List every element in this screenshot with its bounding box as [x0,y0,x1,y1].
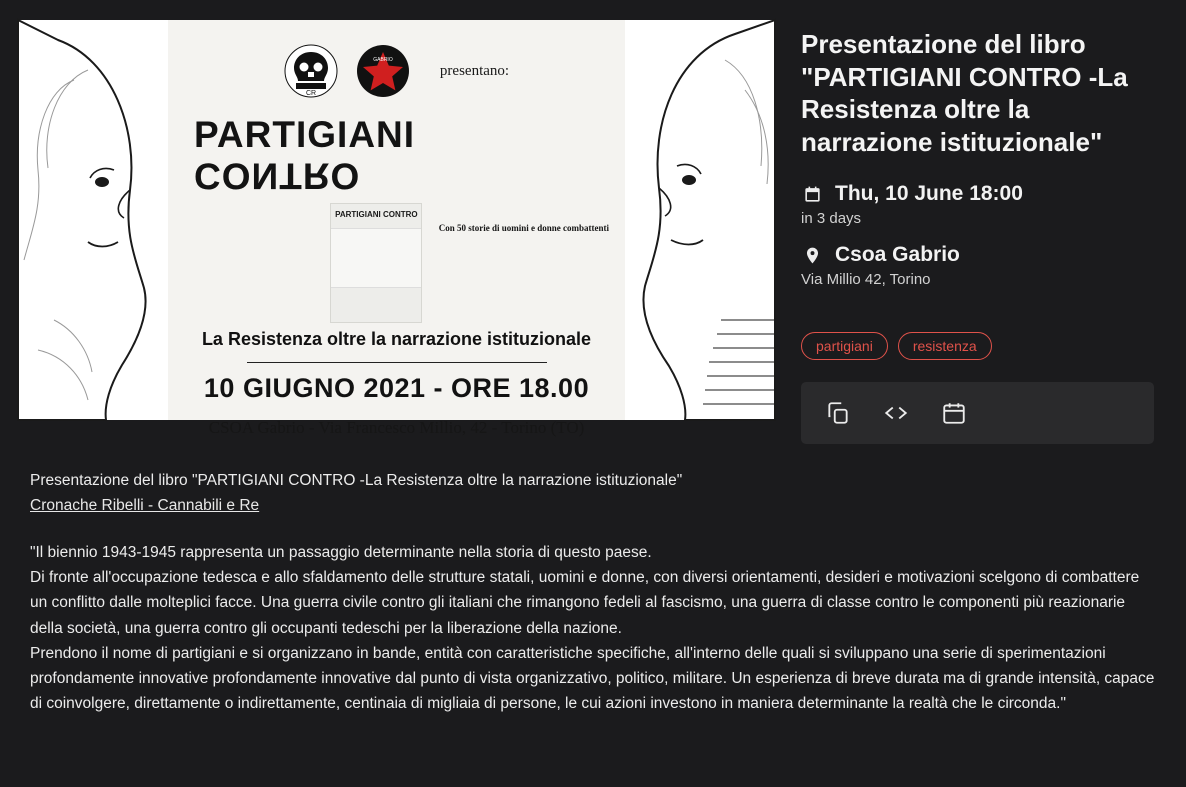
event-date-text: Thu, 10 June 18:00 [835,182,1023,205]
poster-main-title [168,114,625,197]
tag-resistenza[interactable]: resistenza [898,332,992,360]
event-venue-name[interactable]: Csoa Gabrio [835,243,960,266]
source-link[interactable]: Cronache Ribelli - Cannabili e Re [30,497,260,515]
event-header [0,20,1186,444]
event-tags [801,332,1168,360]
event-description [0,444,1186,716]
event-poster-image[interactable] [18,20,775,437]
description-paragraph-2: Di fronte all'occupazione tedesca e allo sfaldamento delle strutture statali, uomini e donne, con diversi orientamenti, desideri e motivazioni scelgono di combattere un conflitto dalle molteplici facce. Una guerra civile contro gli italiani che rimangono fedeli al fascismo, una guerra di classe contro le componenti più reazionarie della società, una guerra contro gli occupanti tedeschi per la liberazione della nazione. [30,569,1140,637]
tag-partigiani[interactable]: partigiani [801,332,888,360]
poster-venue: CSOA Gabrio - Via Francesco Millio, 42 - Torino (TO) [208,417,585,437]
event-info-panel [801,20,1168,444]
copy-icon[interactable] [823,398,853,428]
embed-code-icon[interactable] [881,398,911,428]
poster-face-right-illustration [625,20,775,420]
poster-title-line1: PARTIGIANI [194,114,416,155]
poster-book-cover-thumbnail [330,203,422,323]
poster-presenting-label: presentano: [439,62,510,79]
poster-logos [168,42,625,100]
event-relative-time: in 3 days [801,210,862,227]
calendar-icon [801,183,823,205]
add-to-calendar-icon[interactable] [939,398,969,428]
event-date-row [801,182,1168,206]
location-pin-icon [801,244,823,266]
poster-date: 10 GIUGNO 2021 - ORE 18.00 [203,372,590,403]
description-line-1: Presentazione del libro "PARTIGIANI CONTRO -La Resistenza oltre la narrazione istituzionale" [30,472,683,489]
svg-text:CR: CR [305,90,316,97]
description-paragraph-1: "Il biennio 1943-1945 rappresenta un passaggio determinante nella storia di questo paese. [30,544,652,562]
poster-canvas [18,20,775,437]
event-address: Via Millio 42, Torino [801,271,931,288]
poster-center-content [168,20,625,437]
poster-subtitle: La Resistenza oltre la narrazione istituzionale [201,328,592,349]
poster-face-left-illustration [18,20,168,420]
description-paragraph-3: Prendono il nome di partigiani e si organizzano in bande, entità con caratteristiche specifiche, all'interno delle quali si sviluppano una serie di sperimentazioni profondamente innovative profondamente innovative dal punto di vista organizzativo, politico, militare. Un esperienza di breve durata ma di grande intensità, capace di coinvolgere, direttamente o indirettamente, centinaia di migliaia di persone, le cui azioni investono in maniera determinante la realtà che le circonda." [30,644,1155,712]
poster-divider [247,362,547,363]
page-title: Presentazione del libro "PARTIGIANI CONTRO -La Resistenza oltre la narrazione istituzionale" [801,29,1128,157]
poster-badge: Con 50 storie di uomini e donne combattenti [438,222,609,233]
poster-book-title: PARTIGIANI CONTRO [335,209,418,219]
svg-text:GABRIO: GABRIO [373,57,393,63]
event-venue-row [801,243,1168,267]
poster-book-faces [331,228,421,288]
poster-title-line2: CONTRO [194,155,361,197]
csoa-gabrio-star-logo [356,44,410,98]
cronache-ribelli-skull-logo [284,44,338,98]
event-action-bar [801,382,1154,444]
poster-book-row [168,197,625,323]
